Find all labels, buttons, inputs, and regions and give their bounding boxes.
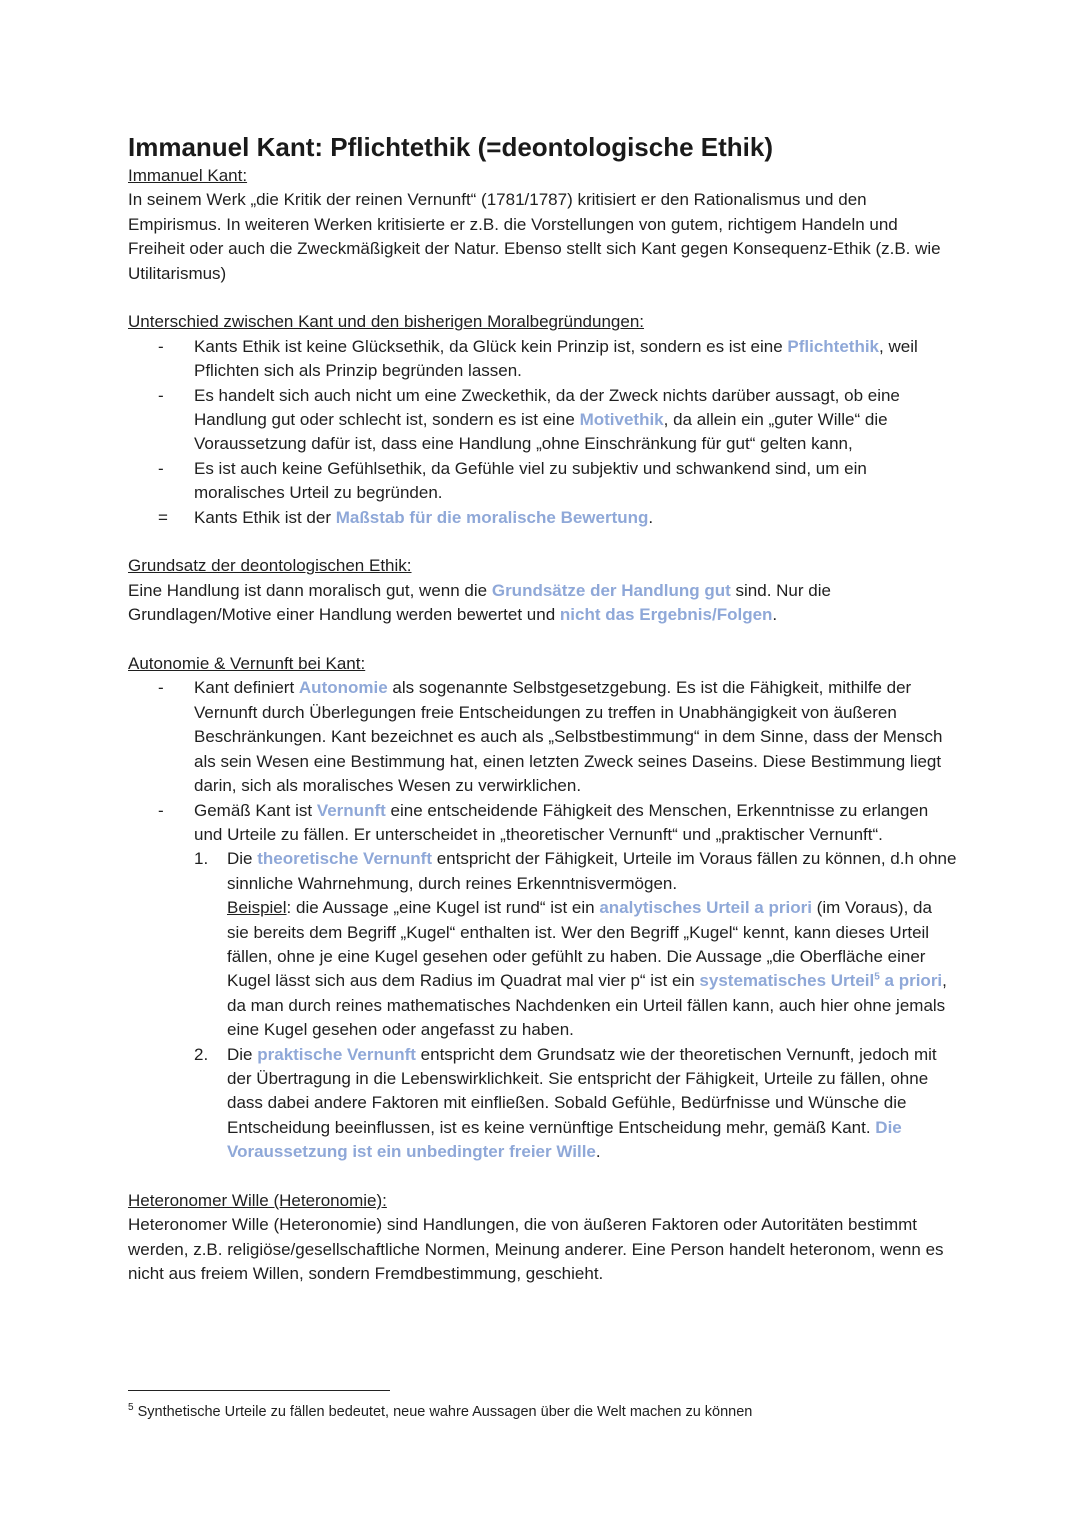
- list-item: [128, 457, 958, 506]
- item-text: Es handelt sich auch nicht um eine Zweckethik, da der Zweck nichts darüber aussagt, ob eine Handlung gut oder schlecht ist, sondern es ist eine: [194, 385, 900, 430]
- item-text: Kants Ethik ist der: [194, 507, 336, 527]
- highlight-term: analytisches Urteil a priori: [599, 898, 812, 918]
- highlight-term: Grundsätze der Handlung gut: [491, 580, 731, 600]
- highlight-term: nicht das Ergebnis/Folgen: [559, 605, 773, 625]
- item-text: Es ist auch keine Gefühlsethik, da Gefühle viel zu subjektiv und schwankend sind, um ein moralisches Urteil zu begründen.: [194, 458, 867, 503]
- highlight-term: a priori: [879, 971, 943, 991]
- item-text: entspricht der Fähigkeit, Urteile im Voraus fällen zu können, d.h ohne sinnliche Wahrnehmung, durch reines Erkenntnisvermögen.: [227, 849, 957, 893]
- heteronomy-heading: Heteronomer Wille (Heteronomie):: [128, 1191, 387, 1210]
- footnote-reference[interactable]: 5: [874, 971, 880, 983]
- footnote-divider: [128, 1390, 390, 1391]
- autonomy-section: [128, 652, 958, 1165]
- intro-section: [128, 164, 958, 286]
- bullet-marker: -: [158, 458, 164, 478]
- list-item: [128, 506, 958, 530]
- item-text: als sogenannte Selbstgesetzgebung. Es ist die Fähigkeit, mithilfe der Vernunft durch Überlegungen freie Entscheidungen zu treffen in Unabhängigkeit von äußeren Beschränkungen. Kant bezeichnet es auch als „Selbstbestimmung“ in dem Sinne, dass der Mensch als sein Wesen eine Bestimmung hat, einen letzten Zweck seines Daseins. Diese Bestimmung liegt darin, sich als moralisches Wesen zu verwirklichen.: [194, 678, 943, 796]
- highlight-term: Maßstab für die moralische Bewertung: [335, 507, 649, 527]
- highlight-term: Vernunft: [316, 800, 386, 820]
- list-item: [128, 384, 958, 457]
- principle-text-part: sind. Nur die Grundlagen/Motive einer Handlung werden bewertet und: [128, 580, 831, 625]
- item-text: , da man durch reines mathematisches Nachdenken ein Urteil fällen kann, auch hier ohne jemals eine Kugel gesehen oder angefasst zu haben.: [227, 971, 947, 1040]
- item-text: .: [595, 1142, 601, 1162]
- list-item: [194, 847, 958, 1042]
- item-text: , da allein ein „guter Wille“ die Voraussetzung dafür ist, dass eine Handlung „ohne Einschränkung für gut“ gelten kann,: [194, 410, 888, 454]
- principle-text-part: .: [772, 605, 778, 625]
- footnote: [128, 1402, 752, 1422]
- list-item: [128, 676, 958, 798]
- autonomy-list: [128, 676, 958, 1164]
- difference-list: [128, 335, 958, 530]
- highlight-term: Die Voraussetzung ist ein unbedingter freier Wille: [227, 1117, 902, 1162]
- document-page: [128, 130, 958, 1287]
- bullet-marker: -: [158, 385, 164, 405]
- item-text: (im Voraus), da sie bereits dem Begriff „Kugel“ enthalten ist. Wer den Begriff „Kugel“ kennt, kann dieses Urteil fällen, ohne je eine Kugel gesehen oder gefühlt zu haben. Die Aussage „die Oberfläche einer Kugel lässt sich aus dem Radius im Quadrat mal vier p“ ist ein: [227, 898, 932, 991]
- principle-heading: Grundsatz der deontologischen Ethik:: [128, 556, 412, 576]
- heteronomy-text: Heteronomer Wille (Heteronomie) sind Handlungen, die von äußeren Faktoren oder Autoritäten bestimmt werden, z.B. religiöse/gesellschaftliche Normen, Meinung anderer. Eine Person handelt heteronom, wenn es nicht aus freiem Willen, sondern Fremdbestimmung, geschieht.: [128, 1215, 944, 1284]
- list-number: 2.: [194, 1044, 209, 1064]
- spacer: [128, 286, 958, 310]
- bullet-marker: =: [158, 507, 168, 527]
- highlight-term: theoretische Vernunft: [257, 849, 432, 869]
- principle-text: [128, 579, 958, 628]
- spacer: [128, 628, 958, 652]
- principle-text-part: Eine Handlung ist dann moralisch gut, wenn die: [128, 580, 492, 600]
- item-text: eine entscheidende Fähigkeit des Menschen, Erkenntnisse zu erlangen und Urteile zu fällen. Er unterscheidet in „theoretischer Vernunft“ und „praktischer Vernunft“.: [194, 800, 929, 844]
- highlight-term: Autonomie: [298, 678, 388, 698]
- autonomy-heading: Autonomie & Vernunft bei Kant:: [128, 654, 366, 674]
- bullet-marker: -: [158, 336, 164, 356]
- difference-heading: Unterschied zwischen Kant und den bisherigen Moralbegründungen:: [128, 312, 645, 332]
- list-item: [128, 335, 958, 384]
- principle-section: [128, 554, 958, 627]
- intro-heading: Immanuel Kant:: [128, 166, 248, 185]
- heteronomy-section: [128, 1189, 958, 1287]
- spacer: [128, 530, 958, 554]
- item-text: Die: [227, 1044, 258, 1064]
- highlight-term: Motivethik: [579, 410, 664, 430]
- difference-section: [128, 310, 958, 530]
- bullet-marker: -: [158, 800, 164, 820]
- spacer: [128, 1165, 958, 1189]
- item-text: : die Aussage „eine Kugel ist rund“ ist ein: [286, 898, 600, 918]
- highlight-term: Pflichtethik: [787, 336, 880, 356]
- item-text: , weil Pflichten sich als Prinzip begründen lassen.: [194, 336, 918, 381]
- item-text: .: [648, 507, 654, 527]
- reason-list: [194, 847, 958, 1164]
- item-text: Die: [227, 849, 258, 869]
- item-text: entspricht dem Grundsatz wie der theoretischen Vernunft, jedoch mit der Übertragung in die Lebenswirklichkeit. Sie entspricht der Fähigkeit, Urteile zu fällen, ohne dass dabei andere Faktoren mit einfließen. Sobald Gefühle, Bedürfnisse und Wünsche die Entscheidung beeinflussen, ist es keine vernünftige Entscheidung mehr, gemäß Kant.: [227, 1044, 937, 1137]
- item-text: Kant definiert: [194, 678, 299, 698]
- bullet-marker: -: [158, 678, 164, 698]
- footnote-number: 5: [128, 1402, 134, 1414]
- example-label: Beispiel: [227, 898, 287, 918]
- footnote-text: Synthetische Urteile zu fällen bedeutet, neue wahre Aussagen über die Welt machen zu können: [133, 1404, 753, 1420]
- item-text: Kants Ethik ist keine Glücksethik, da Glück kein Prinzip ist, sondern es ist eine: [194, 336, 788, 356]
- page-title: Immanuel Kant: Pflichtethik (=deontologische Ethik): [128, 132, 774, 162]
- list-item: [128, 799, 958, 1165]
- highlight-term: praktische Vernunft: [257, 1044, 416, 1064]
- list-item: [194, 1043, 958, 1165]
- item-text: Gemäß Kant ist: [194, 800, 317, 820]
- list-number: 1.: [194, 849, 209, 869]
- highlight-term: systematisches Urteil: [699, 971, 875, 991]
- intro-text: In seinem Werk „die Kritik der reinen Vernunft“ (1781/1787) kritisiert er den Rationalismus und den Empirismus. In weiteren Werken kritisierte er z.B. die Vorstellungen von gutem, richtigem Handeln und Freiheit oder auch die Zweckmäßigkeit der Natur. Ebenso stellt sich Kant gegen Konsequenz-Ethik (z.B. wie Utilitarismus): [128, 190, 941, 283]
